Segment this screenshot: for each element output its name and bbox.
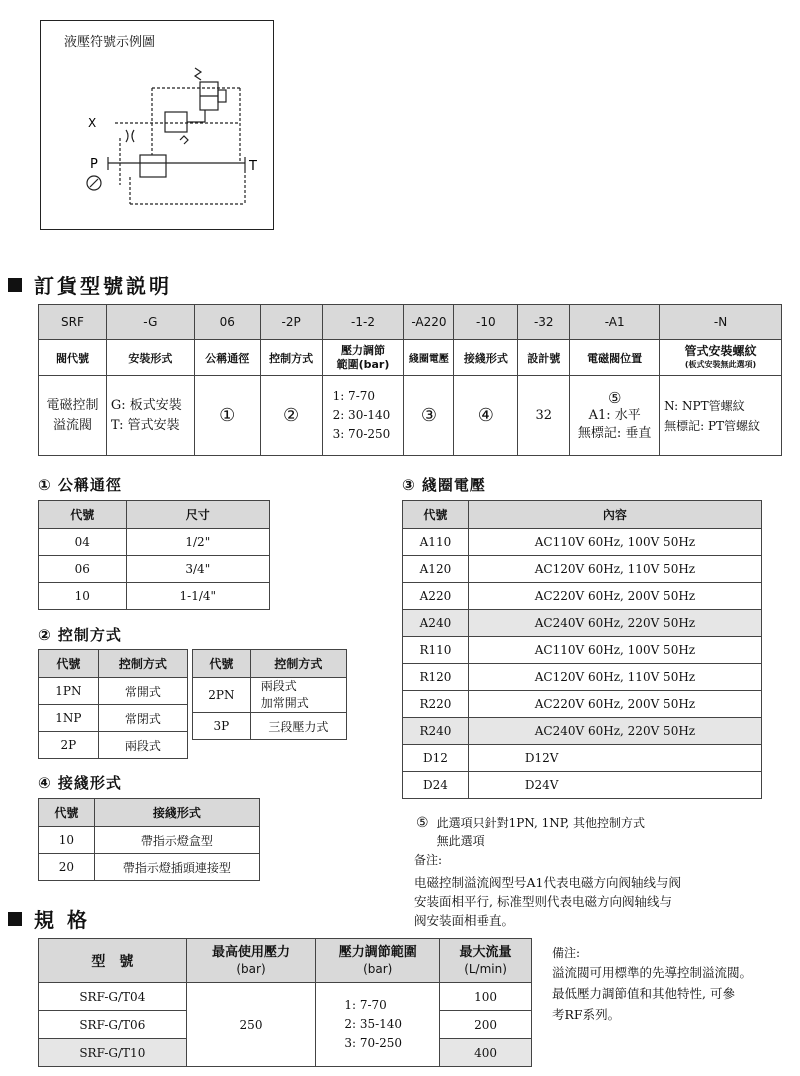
heading-square-icon xyxy=(8,278,22,292)
spec-header-flow-label: 最大流量 xyxy=(459,944,512,960)
control-mode: 常閉式 xyxy=(98,705,187,732)
spec-range: 1: 7-70 2: 35-140 3: 70-250 xyxy=(316,983,440,1067)
name-cell: 控制方式 xyxy=(260,340,322,376)
voltage-content: D12V xyxy=(468,745,761,772)
control-value: ② xyxy=(260,376,322,456)
thread-name-sub: (板式安裝無此選項) xyxy=(684,359,757,369)
bore-table xyxy=(38,500,270,610)
voltage-code: A120 xyxy=(403,556,469,583)
control-code: 3P xyxy=(193,713,251,740)
spec-flow: 400 xyxy=(440,1039,532,1067)
bore-header-code: 代號 xyxy=(39,501,127,529)
note-5-mark: ⑤ xyxy=(416,815,429,831)
wiring-table xyxy=(38,798,260,881)
bore-size: 1-1/4" xyxy=(126,583,269,610)
voltage-content: AC120V 60Hz, 110V 50Hz xyxy=(468,556,761,583)
wiring-value: ④ xyxy=(454,376,518,456)
control-code: 1PN xyxy=(39,678,99,705)
voltage-code: A110 xyxy=(403,529,469,556)
voltage-code: R120 xyxy=(403,664,469,691)
schematic-title: 液壓符號示例圖 xyxy=(64,35,156,50)
position-value-cell xyxy=(570,376,660,456)
port-t-label: T xyxy=(249,159,257,174)
spec-header-range xyxy=(316,939,440,983)
name-cell: 公稱通徑 xyxy=(194,340,260,376)
wiring-header-type: 接綫形式 xyxy=(94,799,259,827)
voltage-content: D24V xyxy=(468,772,761,799)
spec-max-pressure: 250 xyxy=(186,983,316,1067)
pressure-value: 1: 7-70 2: 30-140 3: 70-250 xyxy=(322,376,404,456)
name-cell: 綫圈電壓 xyxy=(404,340,454,376)
voltage-content: AC110V 60Hz, 100V 50Hz xyxy=(468,529,761,556)
spec-flow: 200 xyxy=(440,1011,532,1039)
voltage-content: AC240V 60Hz, 220V 50Hz xyxy=(468,718,761,745)
spec-model: SRF-G/T04 xyxy=(39,983,187,1011)
bore-size: 1/2" xyxy=(126,529,269,556)
voltage-content: AC220V 60Hz, 200V 50Hz xyxy=(468,583,761,610)
port-p-label: P xyxy=(90,157,98,172)
wiring-type: 帶指示燈插頭連接型 xyxy=(94,854,259,881)
control-mode: 兩段式 加常開式 xyxy=(250,678,346,713)
voltage-table xyxy=(402,500,762,799)
control-table-left xyxy=(38,649,188,759)
bore-size: 3/4" xyxy=(126,556,269,583)
wiring-code: 10 xyxy=(39,827,95,854)
spec-flow: 100 xyxy=(440,983,532,1011)
voltage-section-title: ③ 綫圈電壓 xyxy=(402,476,486,494)
mount-value: G: 板式安裝 T: 管式安裝 xyxy=(106,376,194,456)
control-code: 1NP xyxy=(39,705,99,732)
voltage-header-content: 內容 xyxy=(468,501,761,529)
spec-model: SRF-G/T06 xyxy=(39,1011,187,1039)
voltage-content: AC110V 60Hz, 100V 50Hz xyxy=(468,637,761,664)
control-mode: 常開式 xyxy=(98,678,187,705)
spec-header-pressure-unit: (bar) xyxy=(236,961,266,976)
voltage-code: D24 xyxy=(403,772,469,799)
name-cell: 壓力調節 範圍(bar) xyxy=(322,340,404,376)
remark2-label: 備注: xyxy=(552,946,581,960)
control-mode: 兩段式 xyxy=(98,732,187,759)
voltage-code: A220 xyxy=(403,583,469,610)
wiring-code: 20 xyxy=(39,854,95,881)
name-cell: 閥代號 xyxy=(39,340,107,376)
order-section-heading xyxy=(8,270,172,299)
order-section-title: 訂貨型號説明 xyxy=(34,274,172,298)
heading-square-icon xyxy=(8,912,22,926)
spec-header-flow-unit: (L/min) xyxy=(464,961,507,976)
name-cell xyxy=(660,340,782,376)
bore-section-title: ① 公稱通徑 xyxy=(38,476,122,494)
bore-header-size: 尺寸 xyxy=(126,501,269,529)
remark2-text: 溢流閥可用標準的先導控制溢流閥。 最低壓力調節值和其他特性, 可參 考RF系列。 xyxy=(552,965,753,1022)
voltage-content: AC220V 60Hz, 200V 50Hz xyxy=(468,691,761,718)
voltage-code: R240 xyxy=(403,718,469,745)
control-code: 2P xyxy=(39,732,99,759)
design-value: 32 xyxy=(518,376,570,456)
code-cell: -N xyxy=(660,305,782,340)
code-cell: -A220 xyxy=(404,305,454,340)
port-x-label: X xyxy=(88,116,97,130)
order-code-table xyxy=(38,304,782,456)
position-mark: ⑤ xyxy=(607,388,622,407)
voltage-code: A240 xyxy=(403,610,469,637)
voltage-content: AC240V 60Hz, 220V 50Hz xyxy=(468,610,761,637)
position-value: A1: 水平 無標記: 垂直 xyxy=(577,407,652,441)
bore-code: 06 xyxy=(39,556,127,583)
spec-header-pressure xyxy=(186,939,316,983)
voltage-value: ③ xyxy=(404,376,454,456)
control-header-mode: 控制方式 xyxy=(250,650,346,678)
voltage-header-code: 代號 xyxy=(403,501,469,529)
remark-text: 电磁控制溢流阀型号A1代表电磁方向阀轴线与阀 安装面相平行, 标准型则代表电磁方向阀轴线与 阀安装面相垂直。 xyxy=(414,875,681,928)
wiring-type: 帶指示燈盒型 xyxy=(94,827,259,854)
control-header-mode: 控制方式 xyxy=(98,650,187,678)
code-cell: SRF xyxy=(39,305,107,340)
spec-header-model: 型 號 xyxy=(39,939,187,983)
name-cell: 電磁閥位置 xyxy=(570,340,660,376)
name-cell: 安裝形式 xyxy=(106,340,194,376)
code-cell: -1-2 xyxy=(322,305,404,340)
code-cell: -10 xyxy=(454,305,518,340)
spec-table xyxy=(38,938,532,1067)
voltage-code: R110 xyxy=(403,637,469,664)
wiring-section-title: ④ 接綫形式 xyxy=(38,774,122,792)
wiring-header-code: 代號 xyxy=(39,799,95,827)
control-mode: 三段壓力式 xyxy=(250,713,346,740)
control-header-code: 代號 xyxy=(193,650,251,678)
bore-code: 10 xyxy=(39,583,127,610)
control-header-code: 代號 xyxy=(39,650,99,678)
hydraulic-symbol-diagram xyxy=(40,20,274,230)
spec-header-flow xyxy=(440,939,532,983)
name-cell: 接綫形式 xyxy=(454,340,518,376)
spec-header-range-label: 壓力調節範圍 xyxy=(338,944,417,960)
valve-value: 電磁控制 溢流閥 xyxy=(39,376,107,456)
spec-section-heading xyxy=(8,904,90,933)
voltage-content: AC120V 60Hz, 110V 50Hz xyxy=(468,664,761,691)
code-cell: -2P xyxy=(260,305,322,340)
code-cell: -32 xyxy=(518,305,570,340)
spec-model: SRF-G/T10 xyxy=(39,1039,187,1067)
bore-code: 04 xyxy=(39,529,127,556)
voltage-code: D12 xyxy=(403,745,469,772)
spec-header-pressure-label: 最高使用壓力 xyxy=(211,944,290,960)
name-cell: 設計號 xyxy=(518,340,570,376)
voltage-code: R220 xyxy=(403,691,469,718)
code-cell: -A1 xyxy=(570,305,660,340)
thread-name: 管式安裝螺紋 xyxy=(684,343,757,358)
thread-value: N: NPT管螺紋 無標記: PT管螺紋 xyxy=(660,376,782,456)
bore-value: ① xyxy=(194,376,260,456)
control-section-title: ② 控制方式 xyxy=(38,626,122,644)
note-5 xyxy=(416,814,645,850)
remark-label: 备注: xyxy=(414,853,443,867)
spec-section-title: 規 格 xyxy=(34,908,90,932)
spec-header-range-unit: (bar) xyxy=(363,961,393,976)
code-cell: 06 xyxy=(194,305,260,340)
code-cell: -G xyxy=(106,305,194,340)
note-5-text: 此選項只針對1PN, 1NP, 其他控制方式 無此選項 xyxy=(436,816,646,848)
control-code: 2PN xyxy=(193,678,251,713)
control-table-right xyxy=(192,649,347,740)
